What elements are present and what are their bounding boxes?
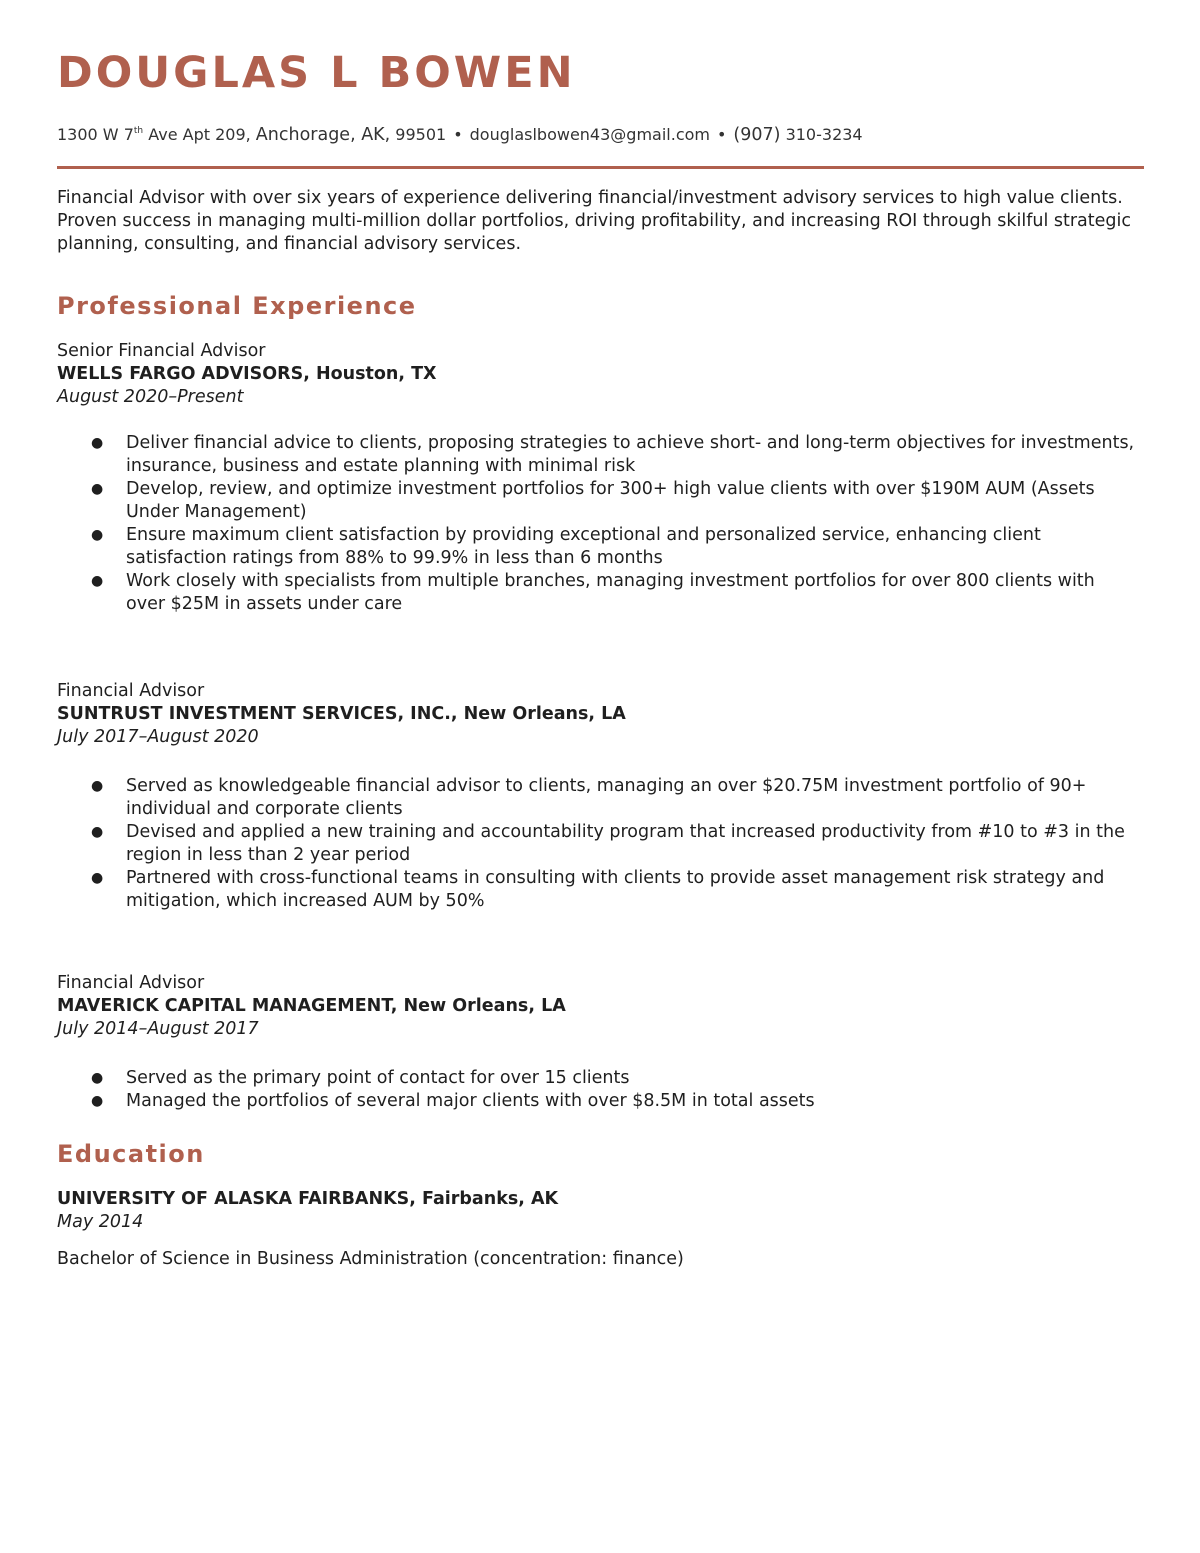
bullet-icon: ● bbox=[91, 778, 104, 794]
bullet-icon: ● bbox=[91, 435, 104, 451]
phone-area-code: (907) bbox=[733, 125, 781, 145]
education-heading: Education bbox=[57, 1140, 205, 1168]
job-company: SUNTRUST INVESTMENT SERVICES, INC., New Orleans, LA bbox=[57, 704, 626, 724]
job-bullet-item: ● Devised and applied a new training and accountability program that increased productivity from #10 to #3 in the region in less than 2 year period bbox=[91, 822, 1125, 865]
bullet-icon: ● bbox=[91, 824, 104, 840]
education-degree: Bachelor of Science in Business Administration (concentration: finance) bbox=[57, 1249, 684, 1269]
job-title: Financial Advisor bbox=[57, 973, 205, 993]
job-bullet-item: ● Served as knowledgeable financial advisor to clients, managing an over $20.75M investment portfolio of 90+ individual and corporate clients bbox=[91, 776, 1087, 819]
education-entry bbox=[57, 1188, 1147, 1271]
bullet-icon: ● bbox=[91, 1070, 104, 1086]
job-entry bbox=[57, 340, 1147, 616]
job-bullet-item: ● Develop, review, and optimize investment portfolios for 300+ high value clients with over $190M AUM (Assets Under Management) bbox=[91, 479, 1095, 522]
job-company: WELLS FARGO ADVISORS, Houston, TX bbox=[57, 364, 437, 384]
contact-line bbox=[57, 124, 863, 147]
job-dates: July 2014–August 2017 bbox=[57, 1019, 259, 1039]
bullet-icon: ● bbox=[91, 481, 104, 497]
job-title: Financial Advisor bbox=[57, 681, 205, 701]
job-title: Senior Financial Advisor bbox=[57, 341, 266, 361]
job-bullet-item: ● Served as the primary point of contact for over 15 clients bbox=[91, 1068, 630, 1088]
separator-bullet: • bbox=[716, 125, 727, 144]
bullet-icon: ● bbox=[91, 1093, 104, 1109]
job-entry bbox=[57, 972, 1147, 1113]
job-entry bbox=[57, 680, 1147, 913]
phone-number: 310-3234 bbox=[780, 125, 863, 144]
bullet-icon: ● bbox=[91, 527, 104, 543]
address-zip: 99501 bbox=[390, 125, 447, 144]
job-bullet-item: ● Partnered with cross-functional teams in consulting with clients to provide asset management risk strategy and mitigation, which increased AUM by 50% bbox=[91, 868, 1105, 911]
job-dates: July 2017–August 2020 bbox=[57, 727, 259, 747]
job-bullet-item: ● Managed the portfolios of several major clients with over $8.5M in total assets bbox=[91, 1091, 815, 1111]
education-school: UNIVERSITY OF ALASKA FAIRBANKS, Fairbanks, AK bbox=[57, 1189, 559, 1209]
email-link[interactable]: douglaslbowen43@gmail.com bbox=[469, 125, 710, 144]
job-dates: August 2020–Present bbox=[57, 387, 244, 407]
professional-summary: Financial Advisor with over six years of experience delivering financial/investment advisory services to high value clients. Proven success in managing multi-million dollar portfolios, driving profitability, and increasing ROI through skilful strategic planning, consulting, and financial advisory services. bbox=[57, 188, 1131, 254]
job-bullets bbox=[57, 432, 1147, 616]
separator-bullet: • bbox=[453, 125, 463, 144]
experience-heading: Professional Experience bbox=[57, 292, 417, 320]
candidate-name: DOUGLAS L BOWEN bbox=[57, 48, 576, 98]
job-bullet-item: ● Ensure maximum client satisfaction by providing exceptional and personalized service, enhancing client satisfaction ratings from 88% to 99.9% in less than 6 months bbox=[91, 525, 1041, 568]
job-bullet-item: ● Work closely with specialists from multiple branches, managing investment portfolios for over 800 clients with over $25M in assets under care bbox=[91, 571, 1095, 614]
header-divider bbox=[57, 166, 1144, 169]
bullet-icon: ● bbox=[91, 870, 104, 886]
education-date: May 2014 bbox=[57, 1212, 144, 1232]
bullet-icon: ● bbox=[91, 573, 104, 589]
address-city: Anchorage, AK, bbox=[255, 125, 391, 145]
job-bullets bbox=[57, 1067, 1147, 1113]
job-company: MAVERICK CAPITAL MANAGEMENT, New Orleans, LA bbox=[57, 996, 566, 1016]
job-bullets bbox=[57, 775, 1147, 913]
address-street: 1300 W 7th Ave Apt 209, bbox=[57, 125, 256, 144]
job-bullet-item: ● Deliver financial advice to clients, proposing strategies to achieve short- and long-term objectives for investments, insurance, business and estate planning with minimal risk bbox=[91, 433, 1135, 476]
